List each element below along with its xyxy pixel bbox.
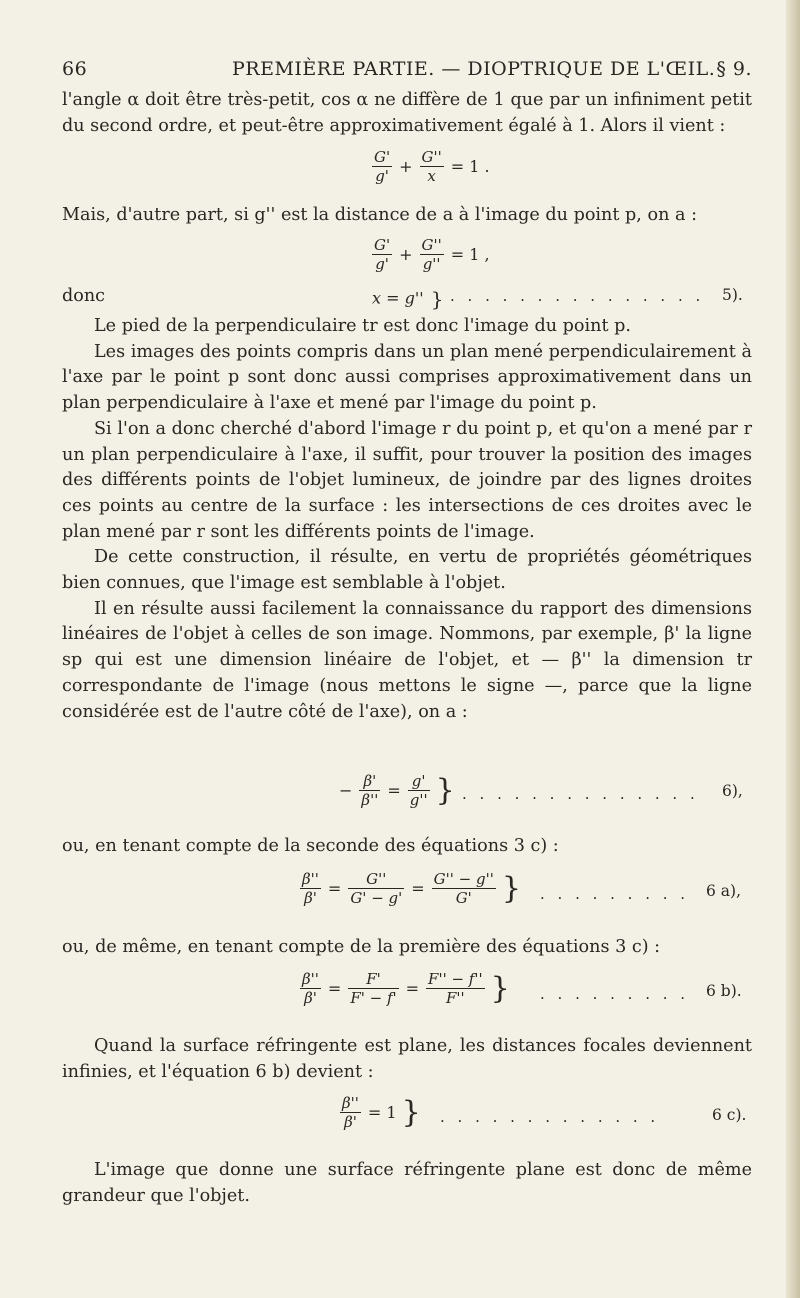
paragraph-text: Les images des points compris dans un plan mené perpendiculairement à l'axe par le point p sont donc aussi comprises approximativement dans un plan perpendiculaire à l'axe et mené par l'image du point p. — [62, 341, 752, 414]
equation-number: 5). — [722, 286, 743, 304]
denominator: g' — [375, 255, 389, 273]
operator: = — [387, 781, 401, 800]
paragraph — [62, 834, 752, 860]
operator: + — [399, 245, 413, 264]
equation-5 — [372, 284, 443, 314]
equation-number: 6 b). — [706, 982, 742, 1000]
paragraph-text: ou, de même, en tenant compte de la première des équations 3 c) : — [62, 937, 661, 957]
running-header — [62, 58, 752, 82]
fraction — [300, 970, 321, 1007]
brace: } — [430, 287, 444, 311]
paragraph-text: Mais, d'autre part, si g'' est la distance de a à l'image du point p, on a : — [62, 205, 698, 225]
paragraph-text: ou, en tenant compte de la seconde des équations 3 c) : — [62, 836, 559, 856]
equation-1 — [368, 148, 493, 185]
numerator: G'' — [348, 870, 404, 889]
fraction — [340, 1094, 361, 1131]
operator: = — [405, 979, 420, 998]
operator: = — [327, 979, 342, 998]
numerator: g' — [408, 772, 430, 791]
denominator: g'' — [409, 791, 428, 809]
denominator: g' — [375, 167, 389, 185]
fraction — [372, 236, 392, 273]
numerator: G' — [374, 236, 391, 254]
denominator: G' — [455, 889, 472, 907]
lead-word: donc — [62, 286, 106, 306]
numerator: F' — [348, 970, 398, 989]
dot-leader: . . . . . . . . . . . . . . — [462, 785, 699, 803]
numerator: β' — [359, 772, 380, 791]
denominator: G' − g' — [350, 889, 403, 907]
paragraph-text: L'image que donne une surface réfringente plane est donc de même grandeur que l'objet. — [62, 1160, 752, 1206]
equation-6c — [336, 1094, 421, 1131]
numerator: G'' — [421, 236, 442, 254]
brace: } — [435, 772, 455, 808]
paragraph-text: Si l'on a donc cherché d'abord l'image r du point p, et qu'on a mené par r un plan perpendiculaire à l'axe, il suffit, pour trouver la position des images des différents points de l'objet lumineux, de joindre par des lignes droites ces points au centre de la surface : les intersections de ces droites avec le plan mené par r sont les différents points de l'image. — [62, 418, 752, 542]
numerator: G'' — [421, 148, 442, 166]
fraction — [420, 148, 444, 185]
operator: − — [339, 781, 353, 800]
brace: } — [401, 1094, 421, 1130]
numerator: F'' − f'' — [428, 970, 483, 988]
page-number: 66 — [62, 58, 88, 80]
operator: = — [411, 879, 425, 898]
equation-rhs: = 1 . — [450, 157, 490, 176]
paragraph-text: Le pied de la perpendiculaire tr est donc l'image du point p. — [94, 316, 631, 336]
operator: = — [327, 879, 342, 898]
denominator: F'' — [446, 989, 465, 1007]
paragraph-text: l'angle α doit être très-petit, cos α ne diffère de 1 que par un infiniment petit du second ordre, et peut-être approximativement égalé à 1. Alors il vient : — [62, 90, 752, 136]
page-edge — [786, 0, 800, 1298]
denominator: β' — [304, 889, 317, 907]
numerator: β'' — [302, 870, 319, 888]
paragraph-text: Il en résulte aussi facilement la connaissance du rapport des dimensions linéaires de l'objet à celles de son image. Nommons, par exemple, β' la ligne sp qui est une dimension linéaire de l'objet, et — β'' la dimension tr correspondante de l'image (nous mettons le signe —, parce que la ligne considérée est de l'autre côté de l'axe), on a : — [62, 598, 752, 722]
denominator: F' − f' — [350, 989, 397, 1007]
paragraph — [62, 935, 752, 961]
equation-number: 6 c). — [712, 1106, 747, 1124]
equation-rhs: = 1 , — [450, 245, 490, 264]
equation-2 — [368, 236, 493, 273]
fraction — [300, 870, 321, 907]
denominator: β'' — [361, 791, 379, 809]
denominator: g'' — [422, 255, 441, 273]
numerator: β'' — [342, 1094, 359, 1112]
equation-number: 6 a), — [706, 882, 742, 900]
numerator: G' — [374, 148, 391, 166]
paragraph — [62, 314, 752, 725]
fraction — [408, 772, 430, 809]
brace: } — [501, 870, 521, 906]
dot-leader: . . . . . . . . . — [540, 985, 690, 1003]
section-number: § 9. — [716, 58, 752, 80]
fraction — [372, 148, 392, 185]
brace: } — [490, 970, 510, 1006]
equation-6a — [296, 870, 521, 907]
denominator: β' — [304, 989, 317, 1007]
fraction — [348, 970, 398, 1007]
equation-expr: x = g'' — [372, 288, 424, 308]
paragraph — [62, 1034, 752, 1085]
paragraph-text: De cette construction, il résulte, en vertu de propriétés géométriques bien connues, que l'image est semblable à l'objet. — [62, 547, 752, 594]
paragraph — [62, 1158, 752, 1209]
fraction — [432, 870, 496, 907]
paragraph — [62, 88, 752, 139]
equation-rhs: = 1 — [367, 1103, 397, 1122]
operator: + — [399, 157, 413, 176]
fraction — [426, 970, 485, 1007]
dot-leader: . . . . . . . . . — [540, 885, 690, 903]
fraction — [348, 870, 404, 907]
paragraph-text: Quand la surface réfringente est plane, les distances focales deviennent infinies, et l'équation 6 b) devient : — [62, 1036, 752, 1082]
paragraph — [62, 203, 752, 229]
equation-6b — [296, 970, 510, 1007]
equation-6 — [336, 772, 455, 809]
numerator: β'' — [302, 970, 319, 988]
running-title: PREMIÈRE PARTIE. — DIOPTRIQUE DE L'ŒIL. — [232, 58, 716, 80]
numerator: G'' − g'' — [433, 870, 494, 888]
fraction — [359, 772, 380, 809]
dot-leader: . . . . . . . . . . . . . . . — [450, 287, 705, 305]
denominator: β' — [344, 1113, 357, 1131]
fraction — [420, 236, 444, 273]
equation-number: 6), — [722, 782, 743, 800]
dot-leader: . . . . . . . . . . . . . — [440, 1108, 660, 1126]
denominator: x — [427, 167, 436, 185]
